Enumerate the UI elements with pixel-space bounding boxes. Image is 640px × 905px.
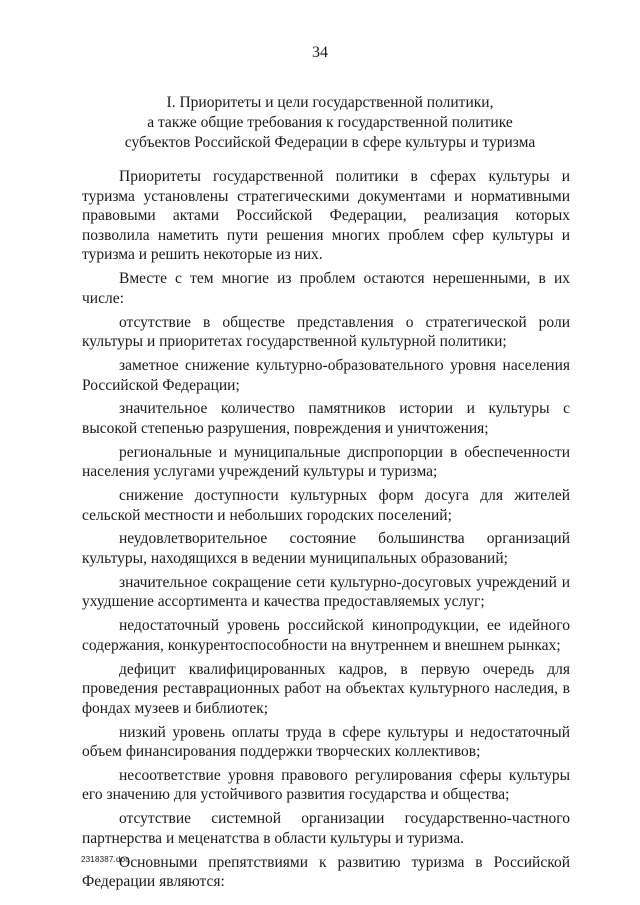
list-item: несоответствие уровня правового регулирования сферы культуры его значению для устойчивого развития государства и общества;	[82, 766, 570, 804]
list-item: региональные и муниципальные диспропорции в обеспеченности населения услугами учреждений культуры и туризма;	[82, 443, 570, 481]
paragraph-intro: Приоритеты государственной политики в сферах культуры и туризма установлены стратегическими документами и нормативными правовыми актами Российской Федерации, реализация которых позволила наметить пути решения многих проблем сфер культуры и туризма и решить некоторые из них.	[82, 168, 570, 264]
list-item: недостаточный уровень российской кинопродукции, ее идейного содержания, конкурентоспособности на внутреннем и внешнем рынках;	[82, 617, 570, 654]
heading-line: а также общие требования к государственной политике	[147, 114, 513, 131]
section-heading	[60, 93, 600, 153]
list-item: снижение доступности культурных форм досуга для жителей сельской местности и небольших городских поселений;	[82, 487, 570, 524]
heading-line: субъектов Российской Федерации в сфере культуры и туризма	[124, 134, 536, 151]
body-text	[82, 167, 570, 896]
heading-line: I. Приоритеты и цели государственной политики,	[166, 94, 494, 111]
footer-file-name: 2318387.doc	[81, 855, 130, 864]
list-item: значительное сокращение сети культурно-досуговых учреждений и ухудшение ассортимента и качества предоставляемых услуг;	[82, 573, 570, 611]
paragraph-tourism-lead: Основными препятствиями к развитию туризма в Российской Федерации являются:	[82, 853, 570, 891]
list-item: значительное количество памятников истории и культуры с высокой степенью разрушения, повреждения и уничтожения;	[82, 400, 570, 437]
paragraph-problems-lead: Вместе с тем многие из проблем остаются нерешенными, в их числе:	[82, 270, 570, 307]
list-item: отсутствие системной организации государственно-частного партнерства и меценатства в области культуры и туризма.	[82, 810, 570, 847]
list-item: заметное снижение культурно-образовательного уровня населения Российской Федерации;	[82, 356, 570, 394]
list-item: отсутствие в обществе представления о стратегической роли культуры и приоритетах государственной культурной политики;	[82, 313, 570, 351]
list-item: низкий уровень оплаты труда в сфере культуры и недостаточный объем финансирования поддержки творческих коллективов;	[82, 723, 570, 761]
list-item: дефицит квалифицированных кадров, в первую очередь для проведения реставрационных работ на объектах культурного наследия, в фондах музеев и библиотек;	[82, 660, 570, 717]
page-number: 34	[312, 44, 328, 61]
list-item: неудовлетворительное состояние большинства организаций культуры, находящихся в ведении муниципальных образований;	[82, 530, 570, 567]
